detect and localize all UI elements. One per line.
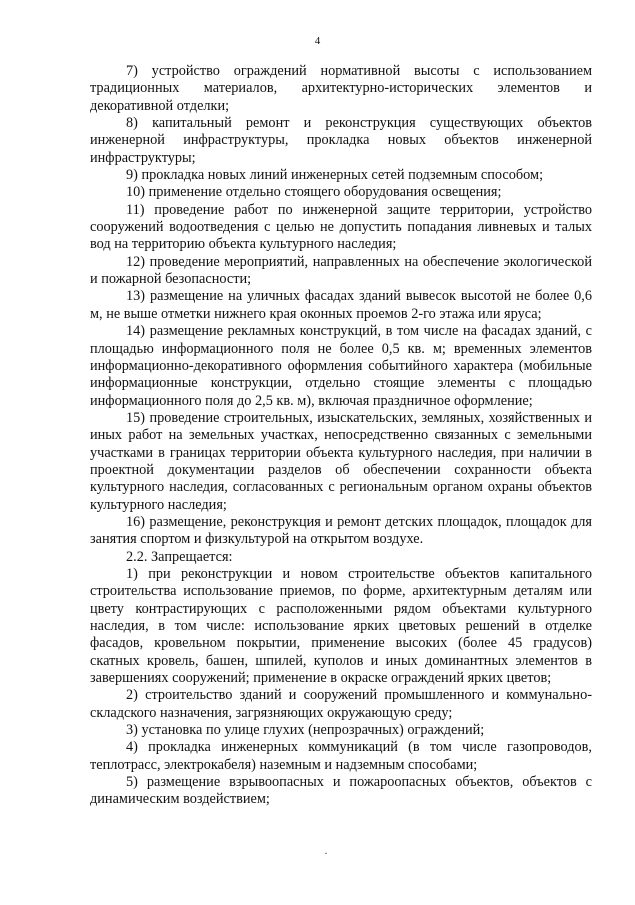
paragraph-item-15: 15) проведение строительных, изыскательских, земляных, хозяйственных и иных работ на земельных участках, непосредственно связанных с земельными участками в границах территории объекта культурного наследия, при наличии в проектной документации разделов об обеспечении сохранности объекта культурного наследия, согласованных с региональным органом охраны объектов культурного наследия; xyxy=(90,409,592,513)
prohibition-item-2: 2) строительство зданий и сооружений промышленного и коммунально-складского назначения, загрязняющих окружающую среду; xyxy=(90,687,592,721)
scan-dot-mark: · xyxy=(324,846,328,860)
paragraph-item-9: 9) прокладка новых линий инженерных сетей подземным способом; xyxy=(126,167,544,184)
prohibition-item-1: 1) при реконструкции и новом строительстве объектов капитального строительства использование приемов, по форме, архитектурным деталям или цвету контрастирующих с расположенными рядом объектами культурного наследия, в том числе: использование ярких цветовых решений в отделке фасадов, кровельном покрытии, применение высоких (более 45 градусов) скатных кровель, башен, шпилей, куполов и иных доминантных элементов в завершениях сооружений; применение в окраске ограждений ярких цветов; xyxy=(90,565,592,687)
paragraph-item-11: 11) проведение работ по инженерной защите территории, устройство сооружений водоотведения с целью не допустить попадания ливневых и талых вод на территорию объекта культурного наследия; xyxy=(90,201,592,253)
section-heading: 2.2. Запрещается: xyxy=(126,548,233,565)
prohibition-item-4: 4) прокладка инженерных коммуникаций (в том числе газопроводов, теплотрасс, электрокабеля) наземным и надземным способами; xyxy=(90,739,592,773)
prohibition-item-3: 3) установка по улице глухих (непрозрачных) ограждений; xyxy=(126,722,485,739)
document-body xyxy=(90,63,592,809)
prohibition-item-5: 5) размещение взрывоопасных и пожароопасных объектов, объектов с динамическим воздействием; xyxy=(90,774,592,808)
paragraph-item-7: 7) устройство ограждений нормативной высоты с использованием традиционных материалов, архитектурно-исторических элементов и декоративной отделки; xyxy=(90,63,592,114)
paragraph-item-10: 10) применение отдельно стоящего оборудования освещения; xyxy=(126,184,502,201)
paragraph-item-12: 12) проведение мероприятий, направленных на обеспечение экологической и пожарной безопасности; xyxy=(90,253,592,288)
paragraph-item-8: 8) капитальный ремонт и реконструкция существующих объектов инженерной инфраструктуры, прокладка новых объектов инженерной инфраструктуры; xyxy=(90,115,592,166)
page-number: 4 xyxy=(314,35,321,47)
paragraph-item-14: 14) размещение рекламных конструкций, в том числе на фасадах зданий, с площадью информационного поля не более 0,5 кв. м; временных элементов информационно-декоративного оформления событийного характера (мобильные информационные конструкции, отдельно стоящие элементы с площадью информационного поля до 2,5 кв. м), включая праздничное оформление; xyxy=(90,323,592,409)
paragraph-item-13: 13) размещение на уличных фасадах зданий вывесок высотой не более 0,6 м, не выше отметки нижнего края оконных проемов 2-го этажа или яруса; xyxy=(90,288,592,322)
paragraph-item-16: 16) размещение, реконструкция и ремонт детских площадок, площадок для занятия спортом и физкультурой на открытом воздухе. xyxy=(90,513,592,548)
